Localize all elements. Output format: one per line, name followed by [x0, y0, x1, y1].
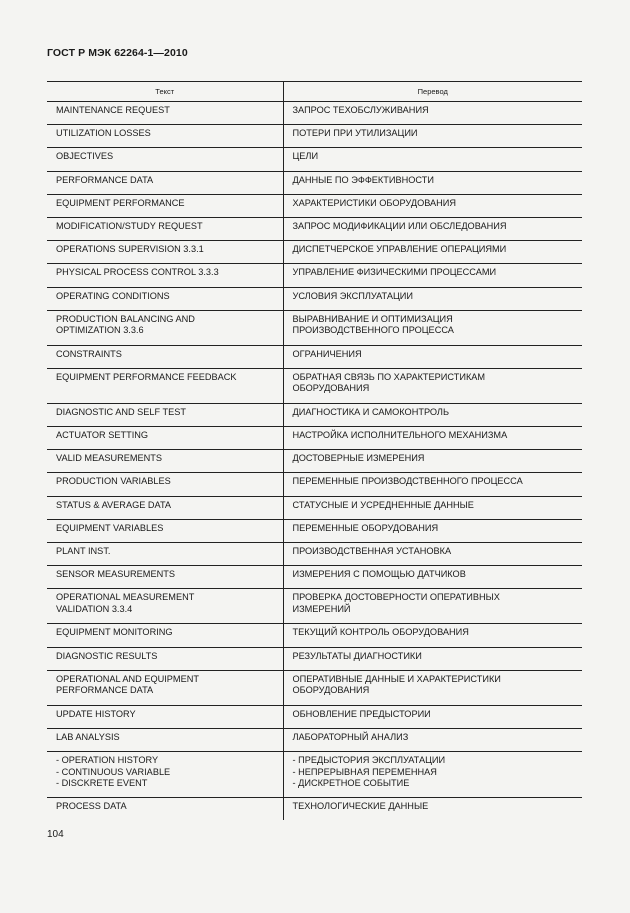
term-translation: ИЗМЕРЕНИЯ С ПОМОЩЬЮ ДАТЧИКОВ: [283, 566, 582, 589]
table-row: [47, 148, 582, 171]
term-text: EQUIPMENT MONITORING: [47, 624, 283, 647]
term-translation: ЛАБОРАТОРНЫЙ АНАЛИЗ: [283, 728, 582, 751]
table-row: [47, 519, 582, 542]
term-translation: ДОСТОВЕРНЫЕ ИЗМЕРЕНИЯ: [283, 450, 582, 473]
term-text: EQUIPMENT VARIABLES: [47, 519, 283, 542]
term-translation: ОБНОВЛЕНИЕ ПРЕДЫСТОРИИ: [283, 705, 582, 728]
table-row: [47, 241, 582, 264]
term-text: PRODUCTION VARIABLES: [47, 473, 283, 496]
table-row: [47, 310, 582, 345]
term-text: PROCESS DATA: [47, 798, 283, 821]
term-translation: - ПРЕДЫСТОРИЯ ЭКСПЛУАТАЦИИ - НЕПРЕРЫВНАЯ ПЕРЕМЕННАЯ - ДИСКРЕТНОЕ СОБЫТИЕ: [283, 752, 582, 798]
table-row: [47, 496, 582, 519]
term-translation: ЗАПРОС ТЕХОБСЛУЖИВАНИЯ: [283, 102, 582, 125]
term-text: PLANT INST.: [47, 543, 283, 566]
term-text: OPERATIONS SUPERVISION 3.3.1: [47, 241, 283, 264]
table-row: [47, 102, 582, 125]
column-header-translation: Перевод: [283, 82, 582, 102]
term-text: OPERATIONAL AND EQUIPMENT PERFORMANCE DATA: [47, 670, 283, 705]
glossary-table-container: [47, 81, 582, 820]
term-text: EQUIPMENT PERFORMANCE FEEDBACK: [47, 368, 283, 403]
table-row: [47, 752, 582, 798]
table-row: [47, 566, 582, 589]
table-row: [47, 427, 582, 450]
table-row: [47, 705, 582, 728]
table-row: [47, 543, 582, 566]
table-row: [47, 647, 582, 670]
table-row: [47, 624, 582, 647]
term-text: OBJECTIVES: [47, 148, 283, 171]
term-text: MAINTENANCE REQUEST: [47, 102, 283, 125]
term-text: ACTUATOR SETTING: [47, 427, 283, 450]
term-text: LAB ANALYSIS: [47, 728, 283, 751]
table-row: [47, 171, 582, 194]
term-translation: ТЕХНОЛОГИЧЕСКИЕ ДАННЫЕ: [283, 798, 582, 821]
table-row: [47, 194, 582, 217]
term-text: OPERATIONAL MEASUREMENT VALIDATION 3.3.4: [47, 589, 283, 624]
term-text: DIAGNOSTIC AND SELF TEST: [47, 403, 283, 426]
glossary-table: [47, 81, 582, 820]
term-translation: ОБРАТНАЯ СВЯЗЬ ПО ХАРАКТЕРИСТИКАМ ОБОРУДОВАНИЯ: [283, 368, 582, 403]
table-row: [47, 217, 582, 240]
table-row: [47, 125, 582, 148]
term-translation: ДИАГНОСТИКА И САМОКОНТРОЛЬ: [283, 403, 582, 426]
term-translation: ПЕРЕМЕННЫЕ ОБОРУДОВАНИЯ: [283, 519, 582, 542]
term-text: EQUIPMENT PERFORMANCE: [47, 194, 283, 217]
table-row: [47, 450, 582, 473]
term-translation: ПРОИЗВОДСТВЕННАЯ УСТАНОВКА: [283, 543, 582, 566]
term-text: UPDATE HISTORY: [47, 705, 283, 728]
table-row: [47, 287, 582, 310]
table-row: [47, 403, 582, 426]
term-text: CONSTRAINTS: [47, 345, 283, 368]
term-text: VALID MEASUREMENTS: [47, 450, 283, 473]
term-translation: ДАННЫЕ ПО ЭФФЕКТИВНОСТИ: [283, 171, 582, 194]
term-translation: ОГРАНИЧЕНИЯ: [283, 345, 582, 368]
table-row: [47, 473, 582, 496]
term-text: PHYSICAL PROCESS CONTROL 3.3.3: [47, 264, 283, 287]
term-translation: ЗАПРОС МОДИФИКАЦИИ ИЛИ ОБСЛЕДОВАНИЯ: [283, 217, 582, 240]
table-header-row: [47, 82, 582, 102]
term-translation: СТАТУСНЫЕ И УСРЕДНЕННЫЕ ДАННЫЕ: [283, 496, 582, 519]
term-translation: НАСТРОЙКА ИСПОЛНИТЕЛЬНОГО МЕХАНИЗМА: [283, 427, 582, 450]
term-translation: ДИСПЕТЧЕРСКОЕ УПРАВЛЕНИЕ ОПЕРАЦИЯМИ: [283, 241, 582, 264]
table-row: [47, 264, 582, 287]
term-text: OPERATING CONDITIONS: [47, 287, 283, 310]
term-text: - OPERATION HISTORY - CONTINUOUS VARIABLE - DISCKRETE EVENT: [47, 752, 283, 798]
term-text: DIAGNOSTIC RESULTS: [47, 647, 283, 670]
term-text: SENSOR MEASUREMENTS: [47, 566, 283, 589]
table-row: [47, 798, 582, 821]
term-translation: ПЕРЕМЕННЫЕ ПРОИЗВОДСТВЕННОГО ПРОЦЕССА: [283, 473, 582, 496]
table-row: [47, 728, 582, 751]
table-row: [47, 368, 582, 403]
term-translation: ТЕКУЩИЙ КОНТРОЛЬ ОБОРУДОВАНИЯ: [283, 624, 582, 647]
term-translation: ЦЕЛИ: [283, 148, 582, 171]
page-number: 104: [47, 829, 64, 840]
column-header-text: Текст: [47, 82, 283, 102]
table-row: [47, 670, 582, 705]
term-translation: ОПЕРАТИВНЫЕ ДАННЫЕ И ХАРАКТЕРИСТИКИ ОБОРУДОВАНИЯ: [283, 670, 582, 705]
document-id: ГОСТ Р МЭК 62264-1—2010: [47, 47, 188, 59]
term-translation: ПОТЕРИ ПРИ УТИЛИЗАЦИИ: [283, 125, 582, 148]
term-translation: ПРОВЕРКА ДОСТОВЕРНОСТИ ОПЕРАТИВНЫХ ИЗМЕРЕНИЙ: [283, 589, 582, 624]
term-translation: РЕЗУЛЬТАТЫ ДИАГНОСТИКИ: [283, 647, 582, 670]
term-text: PERFORMANCE DATA: [47, 171, 283, 194]
table-row: [47, 345, 582, 368]
term-translation: УПРАВЛЕНИЕ ФИЗИЧЕСКИМИ ПРОЦЕССАМИ: [283, 264, 582, 287]
term-text: STATUS & AVERAGE DATA: [47, 496, 283, 519]
table-row: [47, 589, 582, 624]
term-text: PRODUCTION BALANCING AND OPTIMIZATION 3.3.6: [47, 310, 283, 345]
term-translation: ВЫРАВНИВАНИЕ И ОПТИМИЗАЦИЯ ПРОИЗВОДСТВЕННОГО ПРОЦЕССА: [283, 310, 582, 345]
term-text: UTILIZATION LOSSES: [47, 125, 283, 148]
term-translation: УСЛОВИЯ ЭКСПЛУАТАЦИИ: [283, 287, 582, 310]
term-translation: ХАРАКТЕРИСТИКИ ОБОРУДОВАНИЯ: [283, 194, 582, 217]
term-text: MODIFICATION/STUDY REQUEST: [47, 217, 283, 240]
